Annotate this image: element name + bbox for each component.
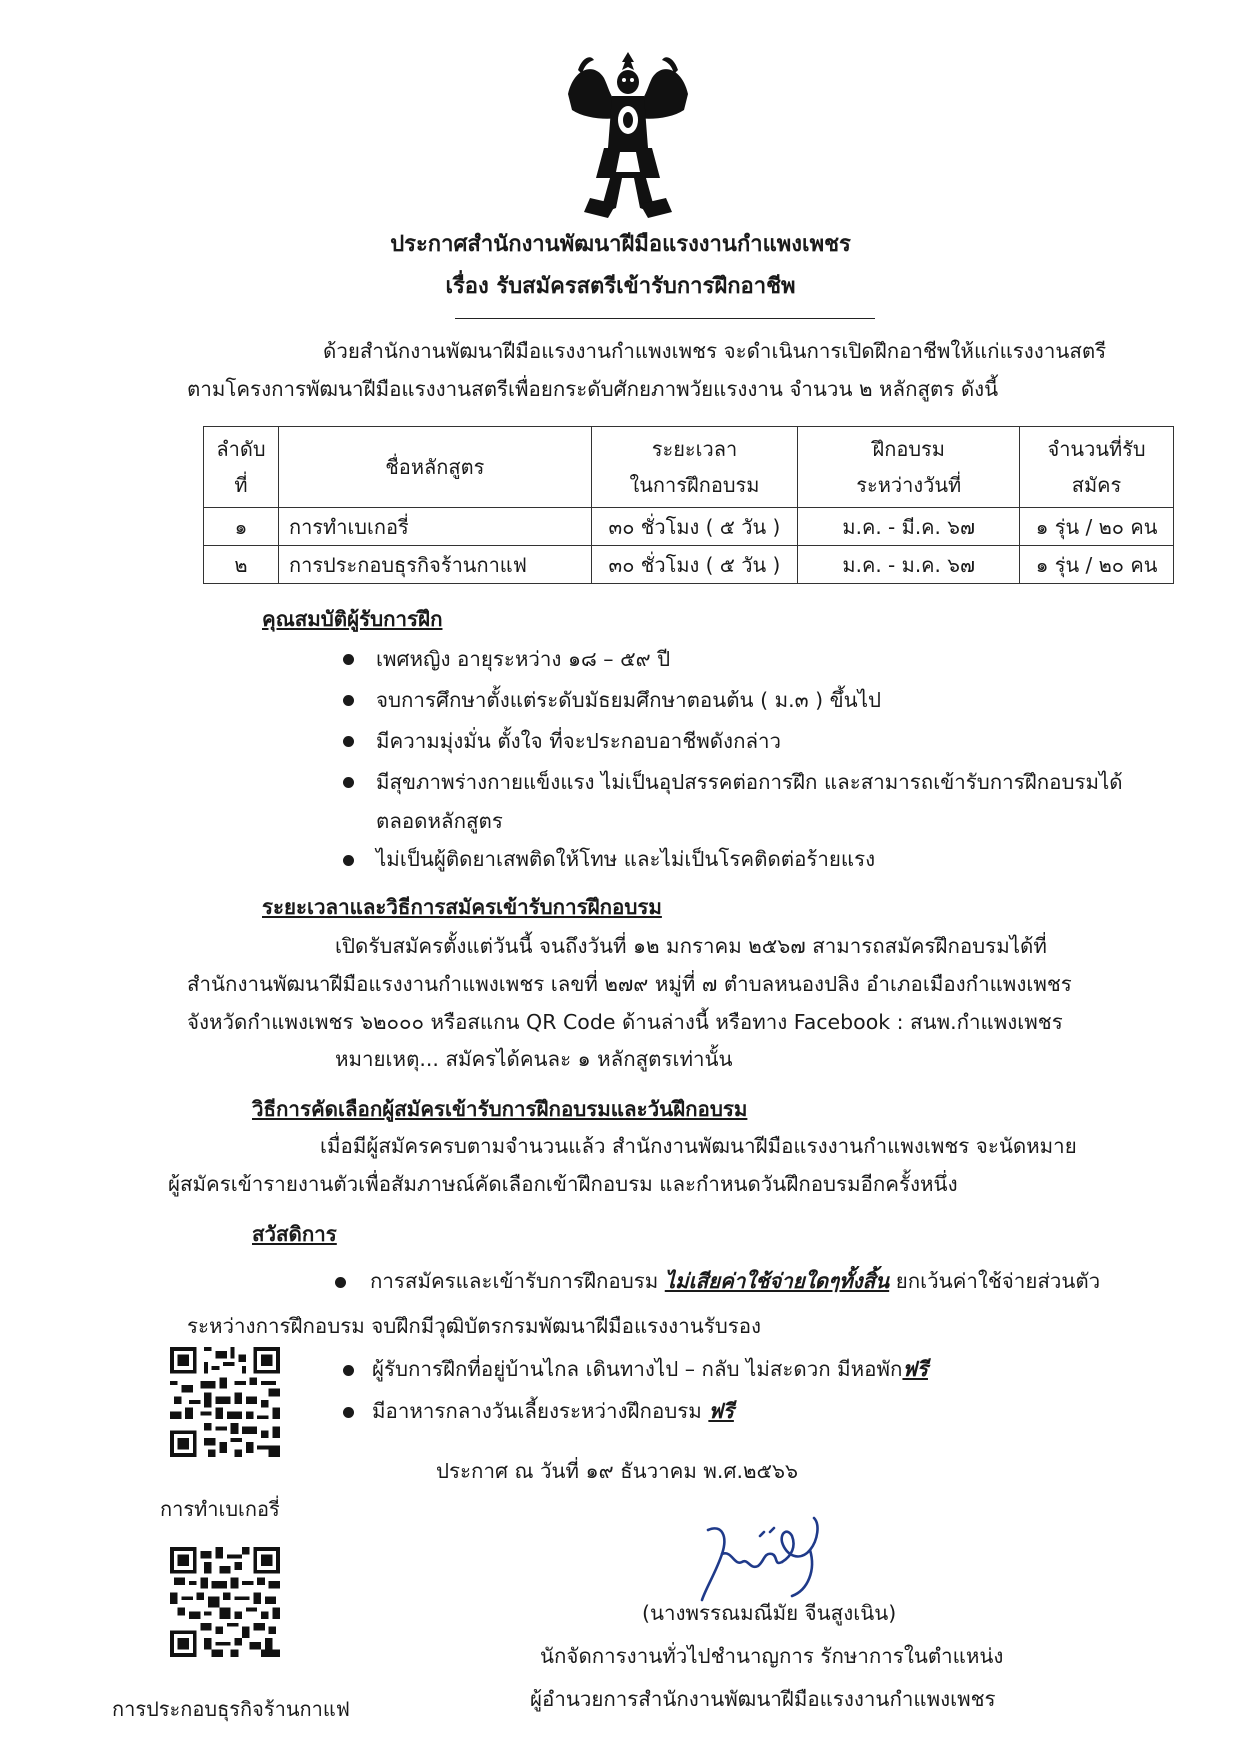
qualification-item-continued: ตลอดหลักสูตร: [376, 809, 503, 833]
bullet-icon: [343, 695, 354, 706]
cell-duration: ๓๐ ชั่วโมง ( ๕ วัน ): [591, 508, 798, 546]
garuda-emblem: [564, 48, 692, 220]
bullet-icon: [335, 1277, 346, 1288]
course-table: [203, 426, 1174, 584]
cell-name: การทำเบเกอรี่: [278, 508, 591, 546]
welfare-item-2: ผู้รับการฝึกที่อยู่บ้านไกล เดินทางไป – กลับ ไม่สะดวก มีหอพักฟรี: [372, 1357, 928, 1381]
table-row: [204, 546, 1174, 584]
qualification-item: มีสุขภาพร่างกายแข็งแรง ไม่เป็นอุปสรรคต่อการฝึก และสามารถเข้ารับการฝึกอบรมได้: [376, 770, 1123, 794]
bullet-icon: [343, 736, 354, 747]
selection-line-2: ผู้สมัครเข้ารายงานตัวเพื่อสัมภาษณ์คัดเลือกเข้าฝึกอบรม และกำหนดวันฝึกอบรมอีกครั้งหนึ่ง: [168, 1172, 958, 1196]
table-row: [204, 508, 1174, 546]
cell-no: ๒: [204, 546, 279, 584]
welfare-item-3: มีอาหารกลางวันเลี้ยงระหว่างฝึกอบรม ฟรี: [372, 1399, 734, 1423]
bullet-icon: [343, 654, 354, 665]
qr-label-bakery: การทำเบเกอรี่: [160, 1497, 280, 1521]
welfare-item-1-continued: ระหว่างการฝึกอบรม จบฝึกมีวุฒิบัตรกรมพัฒนาฝีมือแรงงานรับรอง: [187, 1314, 762, 1338]
bullet-icon: [343, 1365, 354, 1376]
qr-code-coffee-shop[interactable]: [170, 1547, 280, 1657]
announcement-title: ประกาศสำนักงานพัฒนาฝีมือแรงงานกำแพงเพชร: [390, 232, 851, 257]
cell-period: ม.ค. - มี.ค. ๖๗: [798, 508, 1020, 546]
col-header-no: ลำดับ ที่: [204, 427, 279, 508]
application-note: หมายเหตุ... สมัครได้คนละ ๑ หลักสูตรเท่านั้น: [335, 1047, 733, 1071]
intro-line-1: ด้วยสำนักงานพัฒนาฝีมือแรงงานกำแพงเพชร จะดำเนินการเปิดฝึกอาชีพให้แก่แรงงานสตรี: [323, 339, 1107, 363]
cell-no: ๑: [204, 508, 279, 546]
intro-line-2: ตามโครงการพัฒนาฝีมือแรงงานสตรีเพื่อยกระดับศักยภาพวัยแรงงาน จำนวน ๒ หลักสูตร ดังนี้: [187, 377, 999, 401]
qualification-item: ไม่เป็นผู้ติดยาเสพติดให้โทษ และไม่เป็นโรคติดต่อร้ายแรง: [376, 847, 876, 871]
bullet-icon: [343, 777, 354, 788]
cell-period: ม.ค. - ม.ค. ๖๗: [798, 546, 1020, 584]
welfare-item-1: การสมัครและเข้ารับการฝึกอบรม ไม่เสียค่าใช้จ่ายใดๆทั้งสิ้น ยกเว้นค่าใช้จ่ายส่วนตัว: [370, 1269, 1101, 1293]
bullet-icon: [343, 855, 354, 866]
application-line-1: เปิดรับสมัครตั้งแต่วันนี้ จนถึงวันที่ ๑๒ มกราคม ๒๕๖๗ สามารถสมัครฝึกอบรมได้ที่: [335, 934, 1047, 958]
cell-duration: ๓๐ ชั่วโมง ( ๕ วัน ): [591, 546, 798, 584]
cell-capacity: ๑ รุ่น / ๒๐ คน: [1020, 508, 1174, 546]
col-header-duration: ระยะเวลา ในการฝึกอบรม: [591, 427, 798, 508]
selection-heading: วิธีการคัดเลือกผู้สมัครเข้ารับการฝึกอบรมและวันฝึกอบรม: [252, 1097, 748, 1121]
col-header-name: ชื่อหลักสูตร: [278, 427, 591, 508]
qualification-item: มีความมุ่งมั่น ตั้งใจ ที่จะประกอบอาชีพดังกล่าว: [376, 729, 782, 753]
qr-code-bakery[interactable]: [170, 1347, 280, 1457]
qualifications-heading: คุณสมบัติผู้รับการฝึก: [262, 607, 443, 631]
selection-line-1: เมื่อมีผู้สมัครครบตามจำนวนแล้ว สำนักงานพัฒนาฝีมือแรงงานกำแพงเพชร จะนัดหมาย: [320, 1134, 1077, 1158]
table-header-row: [204, 427, 1174, 508]
announcement-subject: เรื่อง รับสมัครสตรีเข้ารับการฝึกอาชีพ: [445, 274, 796, 299]
col-header-capacity: จำนวนที่รับ สมัคร: [1020, 427, 1174, 508]
signatory-name: (นางพรรณมณีมัย จีนสูงเนิน): [642, 1601, 897, 1625]
signatory-position-2: ผู้อำนวยการสำนักงานพัฒนาฝีมือแรงงานกำแพงเพชร: [530, 1687, 996, 1711]
signatory-position-1: นักจัดการงานทั่วไปชำนาญการ รักษาการในตำแหน่ง: [540, 1644, 1004, 1668]
application-heading: ระยะเวลาและวิธีการสมัครเข้ารับการฝึกอบรม: [262, 895, 662, 919]
cell-capacity: ๑ รุ่น / ๒๐ คน: [1020, 546, 1174, 584]
announcement-date: ประกาศ ณ วันที่ ๑๙ ธันวาคม พ.ศ.๒๕๖๖: [436, 1459, 799, 1483]
col-header-period: ฝึกอบรม ระหว่างวันที่: [798, 427, 1020, 508]
qualification-item: จบการศึกษาตั้งแต่ระดับมัธยมศึกษาตอนต้น ( ม.๓ ) ขึ้นไป: [376, 688, 882, 712]
bullet-icon: [343, 1407, 354, 1418]
application-line-2: สำนักงานพัฒนาฝีมือแรงงานกำแพงเพชร เลขที่ ๒๗๙ หมู่ที่ ๗ ตำบลหนองปลิง อำเภอเมืองกำแพงเพชร: [187, 972, 1072, 996]
cell-name: การประกอบธุรกิจร้านกาแฟ: [278, 546, 591, 584]
qr-label-coffee-shop: การประกอบธุรกิจร้านกาแฟ: [112, 1697, 350, 1721]
application-line-3: จังหวัดกำแพงเพชร ๖๒๐๐๐ หรือสแกน QR Code ด้านล่างนี้ หรือทาง Facebook : สนพ.กำแพงเพชร: [187, 1010, 1063, 1034]
title-underline: [455, 318, 875, 319]
handwritten-signature: [688, 1510, 848, 1610]
welfare-heading: สวัสดิการ: [252, 1222, 337, 1246]
qualification-item: เพศหญิง อายุระหว่าง ๑๘ – ๕๙ ปี: [376, 647, 671, 671]
